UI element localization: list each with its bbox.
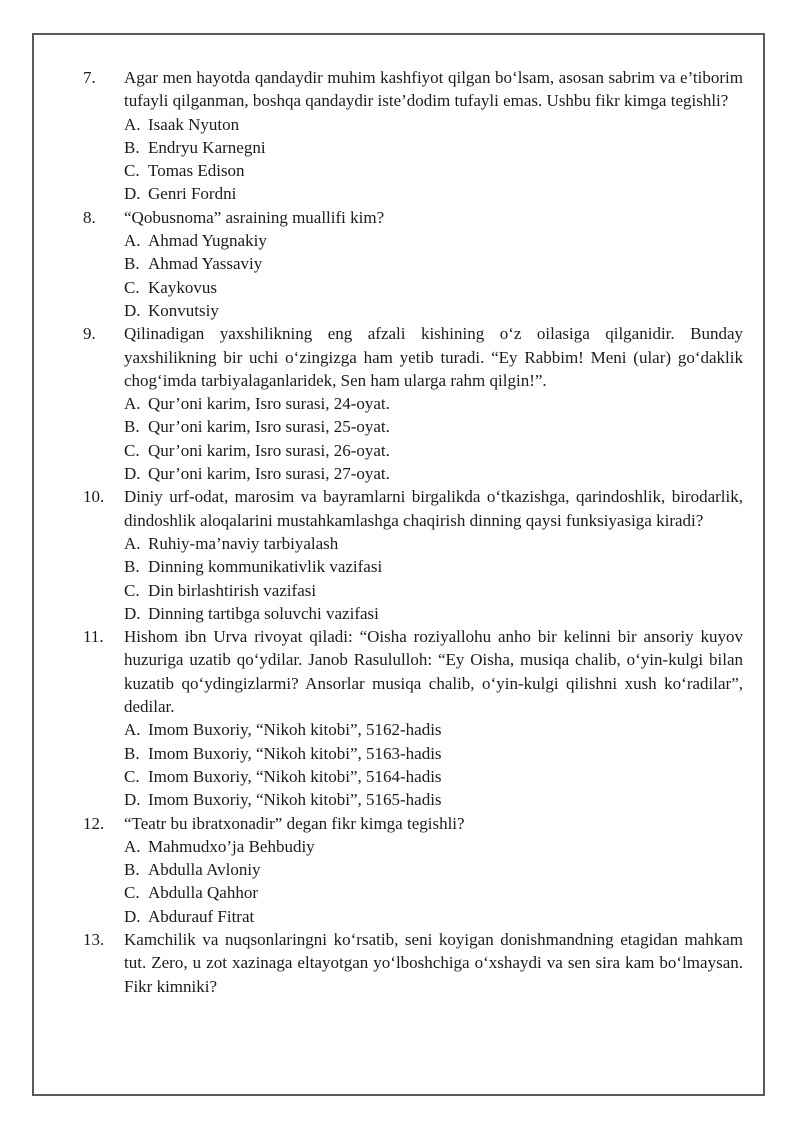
option-text: Imom Buxoriy, “Nikoh kitobi”, 5162-hadis <box>148 720 442 740</box>
option-letter: A. <box>124 533 141 553</box>
option-text: Dinning tartibga soluvchi vazifasi <box>148 603 379 623</box>
option-letter: B. <box>124 860 140 880</box>
answer-option-d <box>124 602 743 625</box>
answer-option-c <box>124 439 743 462</box>
option-letter: B. <box>124 254 140 274</box>
answer-option-b <box>124 858 743 881</box>
option-text: Din birlashtirish vazifasi <box>148 580 317 600</box>
answer-options <box>124 113 743 206</box>
question-number: 7. <box>83 68 96 87</box>
option-letter: B. <box>124 137 140 157</box>
answer-option-d <box>124 299 743 322</box>
option-text: Imom Buxoriy, “Nikoh kitobi”, 5164-hadis <box>148 766 442 786</box>
answer-option-a <box>124 392 743 415</box>
option-letter: A. <box>124 836 141 856</box>
question-text: Qilinadigan yaxshilikning eng afzali kishining o‘z oilasiga qilganidir. Bunday yaxshilikning bir uchi o‘zingizga ham yetib turadi. “Ey Rabbim! Meni (ular) go‘daklik chog‘imda tarbiyalaganlaridek, Sen ham ularga rahm qilgin!”. <box>124 324 743 390</box>
option-letter: D. <box>124 464 141 484</box>
option-text: Abdulla Avloniy <box>148 860 261 880</box>
question-number: 12. <box>83 813 105 833</box>
option-letter: C. <box>124 161 140 181</box>
question-7 <box>83 66 743 206</box>
answer-option-d <box>124 462 743 485</box>
option-text: Abdurauf Fitrat <box>148 906 255 926</box>
option-text: Genri Fordni <box>148 184 237 204</box>
question-list <box>83 66 743 998</box>
option-letter: C. <box>124 766 140 786</box>
option-text: Imom Buxoriy, “Nikoh kitobi”, 5163-hadis <box>148 743 442 763</box>
option-text: Qur’oni karim, Isro surasi, 27-oyat. <box>148 464 390 484</box>
option-letter: A. <box>124 114 141 134</box>
option-text: Ruhiy-ma’naviy tarbiyalash <box>148 533 339 553</box>
answer-option-a <box>124 835 743 858</box>
option-letter: A. <box>124 394 141 414</box>
option-text: Qur’oni karim, Isro surasi, 24-oyat. <box>148 394 390 414</box>
option-letter: D. <box>124 906 141 926</box>
answer-option-c <box>124 765 743 788</box>
question-number: 13. <box>83 929 105 949</box>
question-8 <box>83 206 743 322</box>
option-text: Tomas Edison <box>148 161 245 181</box>
option-text: Qur’oni karim, Isro surasi, 26-oyat. <box>148 440 390 460</box>
answer-option-c <box>124 159 743 182</box>
option-text: Imom Buxoriy, “Nikoh kitobi”, 5165-hadis <box>148 790 442 810</box>
answer-option-a <box>124 718 743 741</box>
answer-options <box>124 718 743 811</box>
question-number: 10. <box>83 487 105 507</box>
answer-option-d <box>124 788 743 811</box>
option-text: Endryu Karnegni <box>148 137 266 157</box>
option-text: Ahmad Yugnakiy <box>148 231 267 251</box>
option-letter: A. <box>124 231 141 251</box>
question-text: “Teatr bu ibratxonadir” degan fikr kimga tegishli? <box>124 813 465 833</box>
answer-option-b <box>124 742 743 765</box>
answer-option-a <box>124 229 743 252</box>
answer-option-b <box>124 415 743 438</box>
answer-option-a <box>124 532 743 555</box>
answer-option-b <box>124 555 743 578</box>
answer-options <box>124 392 743 485</box>
option-letter: D. <box>124 300 141 320</box>
question-number: 11. <box>83 627 104 647</box>
question-text: “Qobusnoma” asraining muallifi kim? <box>124 207 385 227</box>
option-letter: B. <box>124 557 140 577</box>
answer-option-b <box>124 136 743 159</box>
option-letter: C. <box>124 277 140 297</box>
question-10 <box>83 485 743 625</box>
option-letter: D. <box>124 184 141 204</box>
option-letter: B. <box>124 417 140 437</box>
answer-option-a <box>124 113 743 136</box>
question-number: 8. <box>83 207 96 227</box>
question-11 <box>83 625 743 811</box>
answer-options <box>124 532 743 625</box>
option-letter: D. <box>124 603 141 623</box>
question-number: 9. <box>83 324 96 344</box>
question-text: Diniy urf-odat, marosim va bayramlarni birgalikda o‘tkazishga, qarindoshlik, birodarlik, dindoshlik aloqalarini mustahkamlashga chaqirish dinning qaysi funksiyasiga kiradi? <box>124 487 743 530</box>
option-letter: A. <box>124 720 141 740</box>
option-text: Ahmad Yassaviy <box>148 254 263 274</box>
option-letter: C. <box>124 883 140 903</box>
answer-options <box>124 229 743 322</box>
answer-option-d <box>124 905 743 928</box>
question-text: Kamchilik va nuqsonlaringni ko‘rsatib, seni koyigan donishmandning etagidan mahkam tut. Zero, u zot xazinaga eltayotgan yo‘lboshchiga o‘xshaydi va sen sira kam bo‘lmaysan. Fikr kimniki? <box>124 929 743 996</box>
option-text: Isaak Nyuton <box>148 114 240 134</box>
answer-option-c <box>124 276 743 299</box>
option-text: Abdulla Qahhor <box>148 883 259 903</box>
option-text: Kaykovus <box>148 277 217 297</box>
option-text: Mahmudxo’ja Behbudiy <box>148 836 315 856</box>
question-12 <box>83 812 743 928</box>
option-letter: D. <box>124 790 141 810</box>
answer-option-b <box>124 252 743 275</box>
option-text: Konvutsiy <box>148 300 219 320</box>
question-9 <box>83 322 743 485</box>
option-text: Dinning kommunikativlik vazifasi <box>148 557 383 577</box>
option-letter: C. <box>124 440 140 460</box>
question-text: Agar men hayotda qandaydir muhim kashfiyot qilgan bo‘lsam, asosan sabrim va e’tiborim tufayli qilganman, boshqa qandaydir iste’dodim tufayli emas. Ushbu fikr kimga tegishli? <box>124 68 743 111</box>
option-text: Qur’oni karim, Isro surasi, 25-oyat. <box>148 417 390 437</box>
option-letter: C. <box>124 580 140 600</box>
answer-option-c <box>124 881 743 904</box>
answer-option-d <box>124 182 743 205</box>
question-text: Hishom ibn Urva rivoyat qiladi: “Oisha roziyallohu anho bir kelinni bir ansoriy kuyov huzuriga uzatib qo‘ydilar. Janob Rasululloh: “Ey Oisha, musiqa chalib, o‘yin-kulgi bilan kuzatib qo‘ydingizlarmi? Ansorlar musiqa chalib, o‘yin-kulgi qilishni xush ko‘radilar”, dedilar. <box>124 627 743 717</box>
option-letter: B. <box>124 743 140 763</box>
question-13 <box>83 928 743 998</box>
answer-options <box>124 835 743 928</box>
answer-option-c <box>124 579 743 602</box>
